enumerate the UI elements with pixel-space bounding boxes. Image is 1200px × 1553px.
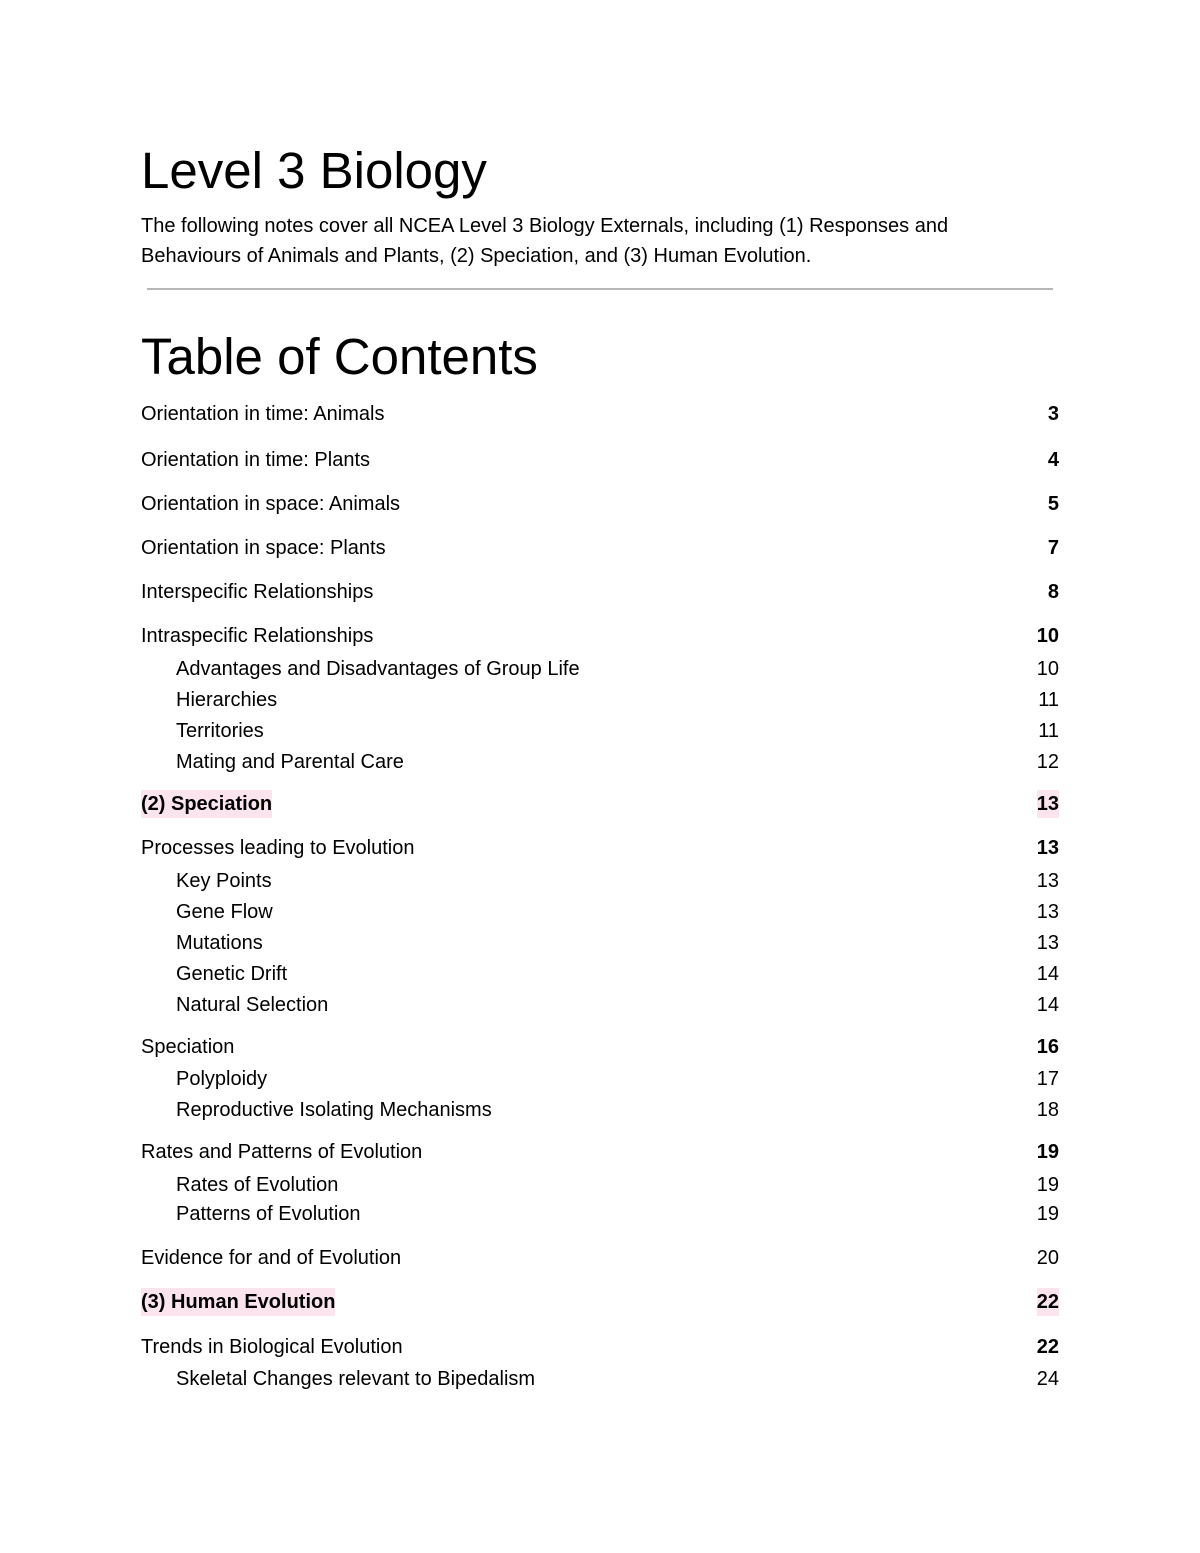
toc-page-number: 24 — [1036, 1368, 1059, 1390]
toc-page-number: 4 — [1047, 449, 1059, 471]
toc-page-number: 12 — [1036, 751, 1059, 773]
toc-entry-label: Orientation in time: Plants — [141, 449, 370, 471]
toc-page-number: 7 — [1047, 537, 1059, 559]
toc-page-number: 22 — [1037, 1288, 1059, 1316]
toc-entry[interactable] — [176, 960, 1059, 988]
intro-paragraph: The following notes cover all NCEA Level 3 Biology Externals, including (1) Responses and Behaviours of Animals and Plants, (2) Speciation, and (3) Human Evolution. — [141, 215, 949, 267]
toc-entry[interactable] — [141, 1138, 1059, 1166]
toc-page-number: 20 — [1036, 1247, 1059, 1269]
toc-entry[interactable] — [176, 898, 1059, 926]
toc-entry-label: (2) Speciation — [141, 790, 272, 818]
toc-page-number: 10 — [1036, 625, 1059, 647]
toc-entry[interactable] — [141, 534, 1059, 562]
toc-entry[interactable] — [176, 991, 1059, 1019]
toc-entry[interactable] — [176, 929, 1059, 957]
toc-page-number: 19 — [1036, 1174, 1059, 1196]
toc-entry[interactable] — [141, 400, 1059, 428]
toc-entry-label: Orientation in time: Animals — [141, 403, 385, 425]
toc-page-number: 10 — [1036, 658, 1059, 680]
toc-page-number: 19 — [1036, 1141, 1059, 1163]
toc-page-number: 22 — [1036, 1336, 1059, 1358]
toc-entry-label: Genetic Drift — [176, 963, 288, 985]
toc-entry-label: Advantages and Disadvantages of Group Life — [176, 658, 580, 680]
toc-entry-label: Hierarchies — [176, 689, 278, 711]
toc-page-number: 14 — [1036, 994, 1059, 1016]
toc-entry[interactable] — [141, 622, 1059, 650]
toc-page-number: 18 — [1036, 1099, 1059, 1121]
toc-page-number: 3 — [1047, 403, 1059, 425]
toc-entry-label: Interspecific Relationships — [141, 581, 374, 603]
toc-entry-label: Orientation in space: Animals — [141, 493, 401, 515]
toc-entry-label: Mutations — [176, 932, 263, 954]
toc-entry[interactable] — [141, 1033, 1059, 1061]
toc-page-number: 11 — [1038, 720, 1059, 742]
toc-entry[interactable] — [176, 1365, 1059, 1393]
toc-entry[interactable] — [176, 1171, 1059, 1199]
toc-page-number: 13 — [1037, 790, 1059, 818]
toc-page-number: 5 — [1047, 493, 1059, 515]
toc-page-number: 8 — [1047, 581, 1059, 603]
toc-page-number: 13 — [1036, 901, 1059, 923]
toc-entry-label: Natural Selection — [176, 994, 329, 1016]
toc-page-number: 13 — [1036, 932, 1059, 954]
toc-entry-label: Polyploidy — [176, 1068, 268, 1090]
toc-entry-label: Reproductive Isolating Mechanisms — [176, 1099, 492, 1121]
toc-entry[interactable] — [176, 748, 1059, 776]
toc-entry-label: Evidence for and of Evolution — [141, 1247, 402, 1269]
toc-entry-label: Patterns of Evolution — [176, 1203, 361, 1225]
toc-entry[interactable] — [141, 834, 1059, 862]
toc-entry-label: Mating and Parental Care — [176, 751, 404, 773]
toc-page-number: 11 — [1038, 689, 1059, 711]
toc-entry-label: Skeletal Changes relevant to Bipedalism — [176, 1368, 536, 1390]
toc-entry[interactable] — [141, 1244, 1059, 1272]
toc-entry[interactable] — [141, 578, 1059, 606]
toc-page-number: 17 — [1036, 1068, 1059, 1090]
toc-entry[interactable] — [141, 490, 1059, 518]
toc-entry-label: Processes leading to Evolution — [141, 837, 415, 859]
toc-page-number: 13 — [1036, 870, 1059, 892]
toc-entry[interactable] — [176, 717, 1059, 745]
toc-heading: Table of Contents — [141, 328, 538, 385]
toc-entry-label: Trends in Biological Evolution — [141, 1336, 403, 1358]
document-title: Level 3 Biology — [141, 142, 487, 199]
toc-entry[interactable] — [141, 446, 1059, 474]
toc-entry[interactable] — [176, 1065, 1059, 1093]
toc-entry-label: Territories — [176, 720, 264, 742]
toc-page-number: 13 — [1036, 837, 1059, 859]
toc-entry[interactable] — [176, 1096, 1059, 1124]
toc-entry-label: Orientation in space: Plants — [141, 537, 386, 559]
toc-entry[interactable] — [176, 867, 1059, 895]
toc-entry-label: Intraspecific Relationships — [141, 625, 374, 647]
toc-section-heading[interactable] — [141, 790, 1059, 818]
toc-entry-label: Gene Flow — [176, 901, 273, 923]
toc-entry-label: Speciation — [141, 1036, 235, 1058]
toc-entry[interactable] — [176, 686, 1059, 714]
toc-entry[interactable] — [141, 1333, 1059, 1361]
toc-entry-label: (3) Human Evolution — [141, 1288, 335, 1316]
toc-entry-label: Rates of Evolution — [176, 1174, 339, 1196]
toc-page-number: 14 — [1036, 963, 1059, 985]
toc-page-number: 16 — [1036, 1036, 1059, 1058]
toc-page-number: 19 — [1036, 1203, 1059, 1225]
toc-section-heading[interactable] — [141, 1288, 1059, 1316]
toc-entry[interactable] — [176, 1200, 1059, 1228]
toc-entry-label: Key Points — [176, 870, 272, 892]
toc-entry[interactable] — [176, 655, 1059, 683]
toc-entry-label: Rates and Patterns of Evolution — [141, 1141, 423, 1163]
